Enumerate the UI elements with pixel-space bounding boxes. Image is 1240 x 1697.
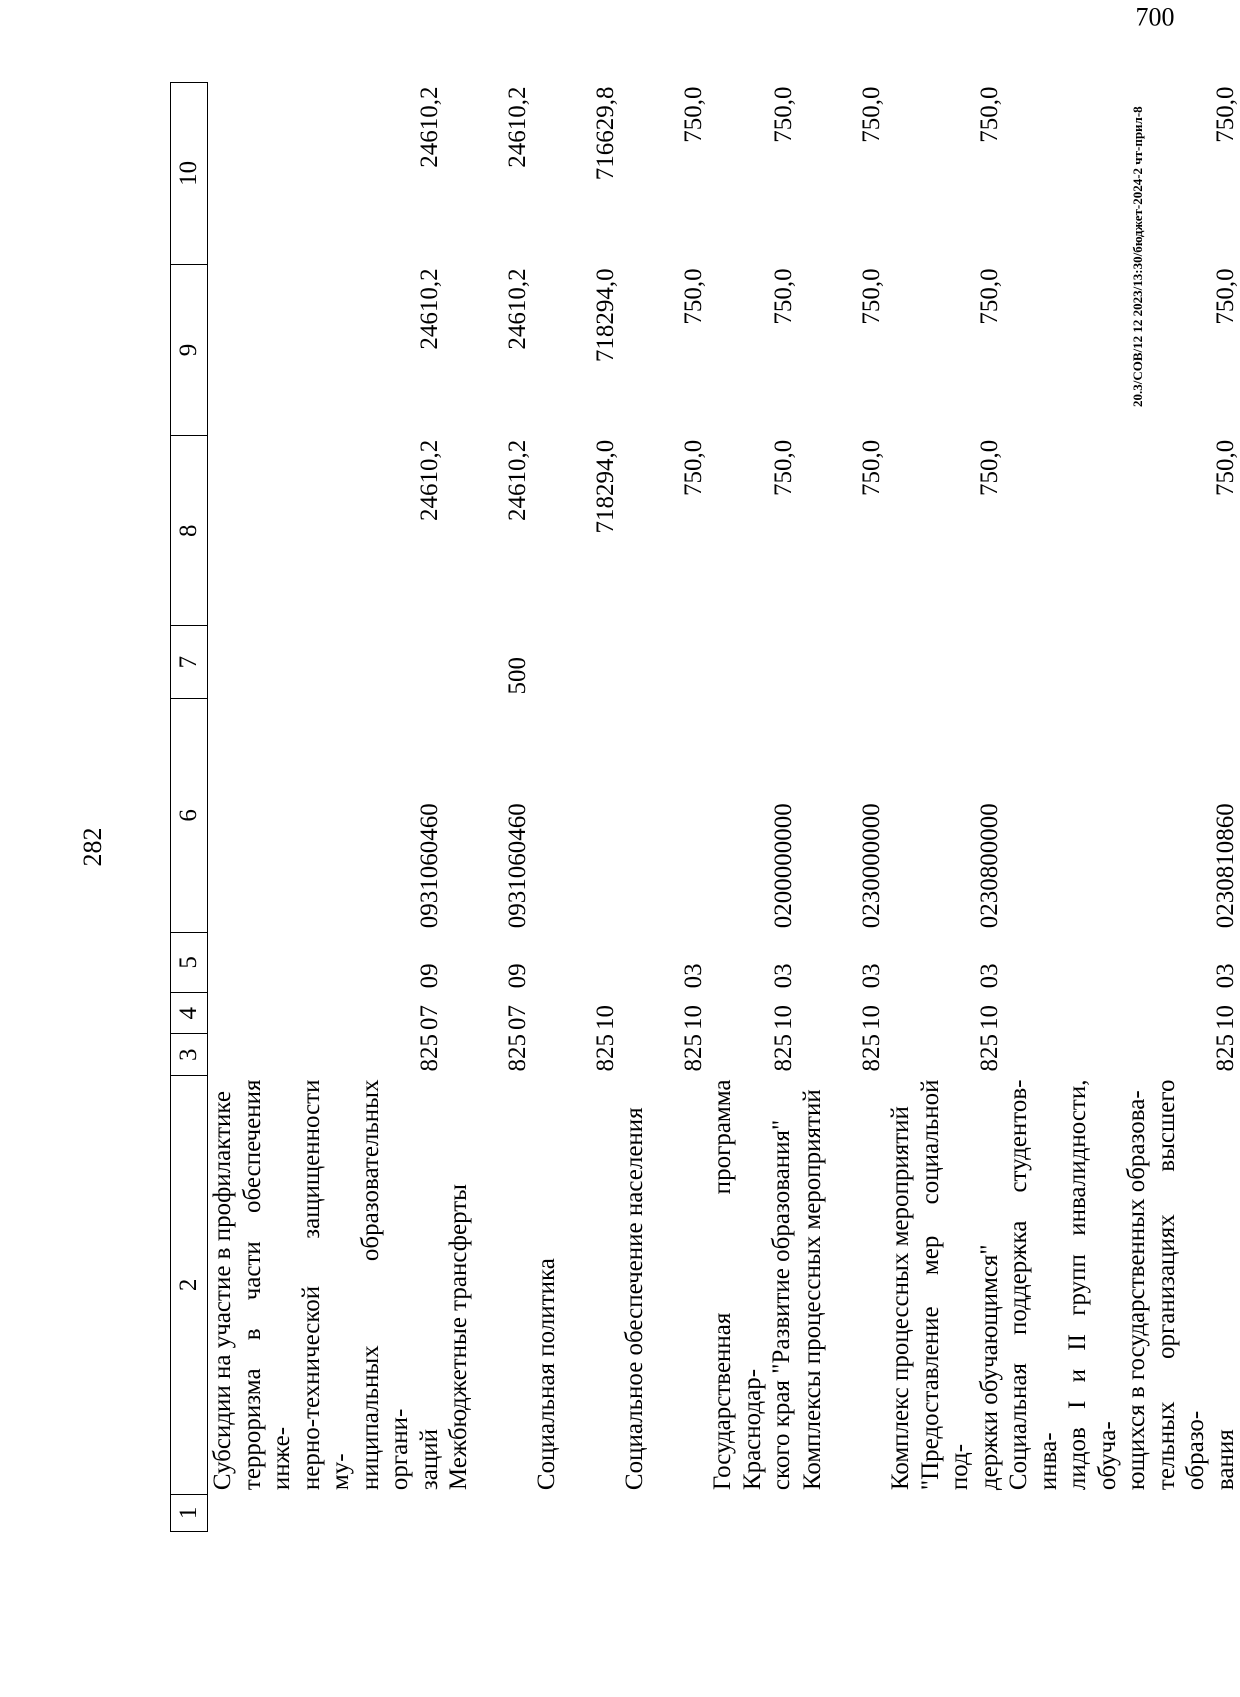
row-name-line: тельных организациях высшего образо- bbox=[1152, 1079, 1209, 1491]
cell-amount-2026: 750,0 bbox=[679, 86, 707, 143]
cell-section: 10 bbox=[975, 1004, 1003, 1030]
row-name-line: Комплекс процессных мероприятий bbox=[887, 1106, 914, 1491]
row-name bbox=[886, 1076, 1004, 1495]
row-col1 bbox=[208, 1494, 445, 1531]
column-header: 1 bbox=[171, 1494, 208, 1531]
row-name-line: ющихся в государственных образова- bbox=[1123, 1090, 1150, 1491]
column-header: 3 bbox=[171, 1034, 208, 1076]
row-name bbox=[798, 1076, 886, 1495]
row-col1 bbox=[532, 1494, 620, 1531]
column-header: 5 bbox=[171, 932, 208, 992]
row-name-line: Социальное обеспечение населения bbox=[621, 1107, 648, 1491]
cell-subsection bbox=[532, 932, 620, 992]
row-name-line: Комплексы процессных мероприятий bbox=[799, 1089, 826, 1491]
cell-amount-2024: 750,0 bbox=[975, 439, 1003, 496]
cell-amount-2024: 750,0 bbox=[857, 439, 885, 496]
cell-subsection: 03 bbox=[857, 963, 885, 989]
cell-amount-2025: 24610,2 bbox=[503, 268, 531, 350]
column-header: 10 bbox=[171, 83, 208, 265]
cell-amount-2025: 750,0 bbox=[679, 268, 707, 325]
cell-chapter: 825 bbox=[1211, 1034, 1239, 1072]
cell-amount-2024: 24610,2 bbox=[503, 439, 531, 521]
cell-target-article: 0230800000 bbox=[975, 803, 1003, 929]
row-name bbox=[620, 1076, 708, 1495]
page-number: 282 bbox=[78, 827, 107, 867]
cell-amount-2026: 24610,2 bbox=[503, 86, 531, 168]
cell-expense-type bbox=[208, 626, 445, 699]
cell-section: 10 bbox=[769, 1004, 797, 1030]
cell-amount-2026: 750,0 bbox=[975, 86, 1003, 143]
cell-section: 10 bbox=[857, 1004, 885, 1030]
cell-chapter: 825 bbox=[415, 1034, 443, 1072]
cell-amount-2026: 750,0 bbox=[857, 86, 885, 143]
row-col1 bbox=[1004, 1494, 1240, 1531]
cell-subsection: 03 bbox=[769, 963, 797, 989]
row-name-line: ского края "Развитие образования" bbox=[768, 1119, 795, 1491]
cell-subsection: 03 bbox=[1211, 963, 1239, 989]
cell-amount-2024: 718294,0 bbox=[591, 439, 619, 534]
row-col1 bbox=[886, 1494, 1004, 1531]
row-name bbox=[708, 1076, 798, 1495]
cell-amount-2025: 750,0 bbox=[769, 268, 797, 325]
table-row bbox=[1004, 83, 1240, 1532]
row-col1 bbox=[708, 1494, 798, 1531]
cell-amount-2026: 24610,2 bbox=[415, 86, 443, 168]
cell-section: 10 bbox=[1211, 1004, 1239, 1030]
document-code: 20.3/СОВ/12 12 2023/13:30/бюджет-2024-2 чт-прил-8 bbox=[1130, 106, 1145, 407]
cell-subsection: 09 bbox=[415, 963, 443, 989]
row-name bbox=[532, 1076, 620, 1495]
cell-subsection: 09 bbox=[503, 963, 531, 989]
table-row bbox=[444, 83, 532, 1532]
cell-section: 10 bbox=[591, 1004, 619, 1030]
cell-subsection: 03 bbox=[679, 963, 707, 989]
row-col1 bbox=[798, 1494, 886, 1531]
table-row bbox=[532, 83, 620, 1532]
column-header: 9 bbox=[171, 264, 208, 435]
row-name-line: Социальная политика bbox=[533, 1258, 560, 1491]
row-name bbox=[1004, 1076, 1240, 1495]
row-name-line: Субсидии на участие в профилактике bbox=[209, 1091, 236, 1491]
cell-target-article: 0931060460 bbox=[415, 803, 443, 929]
row-name-line: Межбюджетные трансферты bbox=[445, 1184, 472, 1491]
cell-target-article: 0931060460 bbox=[503, 803, 531, 929]
row-name-line: Социальная поддержка студентов-инва- bbox=[1005, 1079, 1062, 1491]
cell-amount-2025: 24610,2 bbox=[415, 268, 443, 350]
table-row bbox=[798, 83, 886, 1532]
cell-expense-type: 500 bbox=[503, 656, 531, 695]
row-col1 bbox=[444, 1494, 532, 1531]
cell-chapter: 825 bbox=[503, 1034, 531, 1072]
cell-amount-2024: 750,0 bbox=[1211, 439, 1239, 496]
cell-chapter: 825 bbox=[857, 1034, 885, 1072]
cell-amount-2025: 750,0 bbox=[1211, 268, 1239, 325]
row-name-line: заций bbox=[415, 1429, 443, 1491]
cell-chapter: 825 bbox=[679, 1034, 707, 1072]
column-header: 7 bbox=[171, 626, 208, 699]
row-name-line: лидов I и II групп инвалидности, обуча- bbox=[1064, 1079, 1121, 1491]
cell-target-article: 0230000000 bbox=[857, 803, 885, 929]
row-name-line: нерно-технической защищенности му- bbox=[297, 1079, 354, 1491]
cell-expense-type bbox=[886, 626, 1004, 699]
cell-expense-type bbox=[620, 626, 708, 699]
cell-expense-type bbox=[798, 626, 886, 699]
cell-amount-2025: 750,0 bbox=[975, 268, 1003, 325]
table-row bbox=[886, 83, 1004, 1532]
table-row bbox=[708, 83, 798, 1532]
cell-section: 10 bbox=[679, 1004, 707, 1030]
cell-section: 07 bbox=[415, 1004, 443, 1030]
row-name-line: вания bbox=[1211, 1429, 1239, 1491]
cell-chapter: 825 bbox=[769, 1034, 797, 1072]
row-name-line: ниципальных образовательных органи- bbox=[356, 1079, 413, 1491]
cell-target-article bbox=[620, 698, 708, 932]
cell-amount-2025: 718294,0 bbox=[591, 268, 619, 363]
cell-target-article: 0230810860 bbox=[1211, 803, 1239, 929]
cell-amount-2024: 750,0 bbox=[679, 439, 707, 496]
row-name-line: "Предоставление мер социальной под- bbox=[916, 1079, 973, 1491]
cell-amount-2024: 24610,2 bbox=[415, 439, 443, 521]
cell-subsection: 03 bbox=[975, 963, 1003, 989]
cell-expense-type bbox=[708, 626, 798, 699]
cell-expense-type bbox=[532, 626, 620, 699]
table-row bbox=[620, 83, 708, 1532]
cell-target-article bbox=[532, 698, 620, 932]
budget-table bbox=[170, 82, 1240, 1532]
cell-target-article: 0200000000 bbox=[769, 803, 797, 929]
cell-section: 07 bbox=[503, 1004, 531, 1030]
cell-amount-2024: 750,0 bbox=[769, 439, 797, 496]
row-name bbox=[444, 1076, 532, 1495]
row-name bbox=[208, 1076, 445, 1495]
cell-chapter: 825 bbox=[591, 1034, 619, 1072]
table-row bbox=[208, 83, 445, 1532]
column-header: 6 bbox=[171, 698, 208, 932]
row-name-line: терроризма в части обеспечения инже- bbox=[238, 1079, 295, 1491]
cell-amount-2026: 750,0 bbox=[769, 86, 797, 143]
row-col1 bbox=[620, 1494, 708, 1531]
cell-amount-2025: 750,0 bbox=[857, 268, 885, 325]
table-body bbox=[208, 83, 1240, 1532]
column-header: 8 bbox=[171, 436, 208, 626]
row-name-line: держки обучающимся" bbox=[975, 1244, 1003, 1491]
column-header: 2 bbox=[171, 1076, 208, 1495]
table-header-row bbox=[171, 83, 208, 1532]
cell-amount-2026: 716629,8 bbox=[591, 86, 619, 181]
cell-amount-2026: 750,0 bbox=[1211, 86, 1239, 143]
sheet-number: 700 bbox=[1135, 2, 1175, 32]
cell-chapter: 825 bbox=[975, 1034, 1003, 1072]
column-header: 4 bbox=[171, 992, 208, 1034]
cell-expense-type bbox=[1004, 626, 1240, 699]
row-name-line: Государственная программа Краснодар- bbox=[709, 1079, 766, 1491]
